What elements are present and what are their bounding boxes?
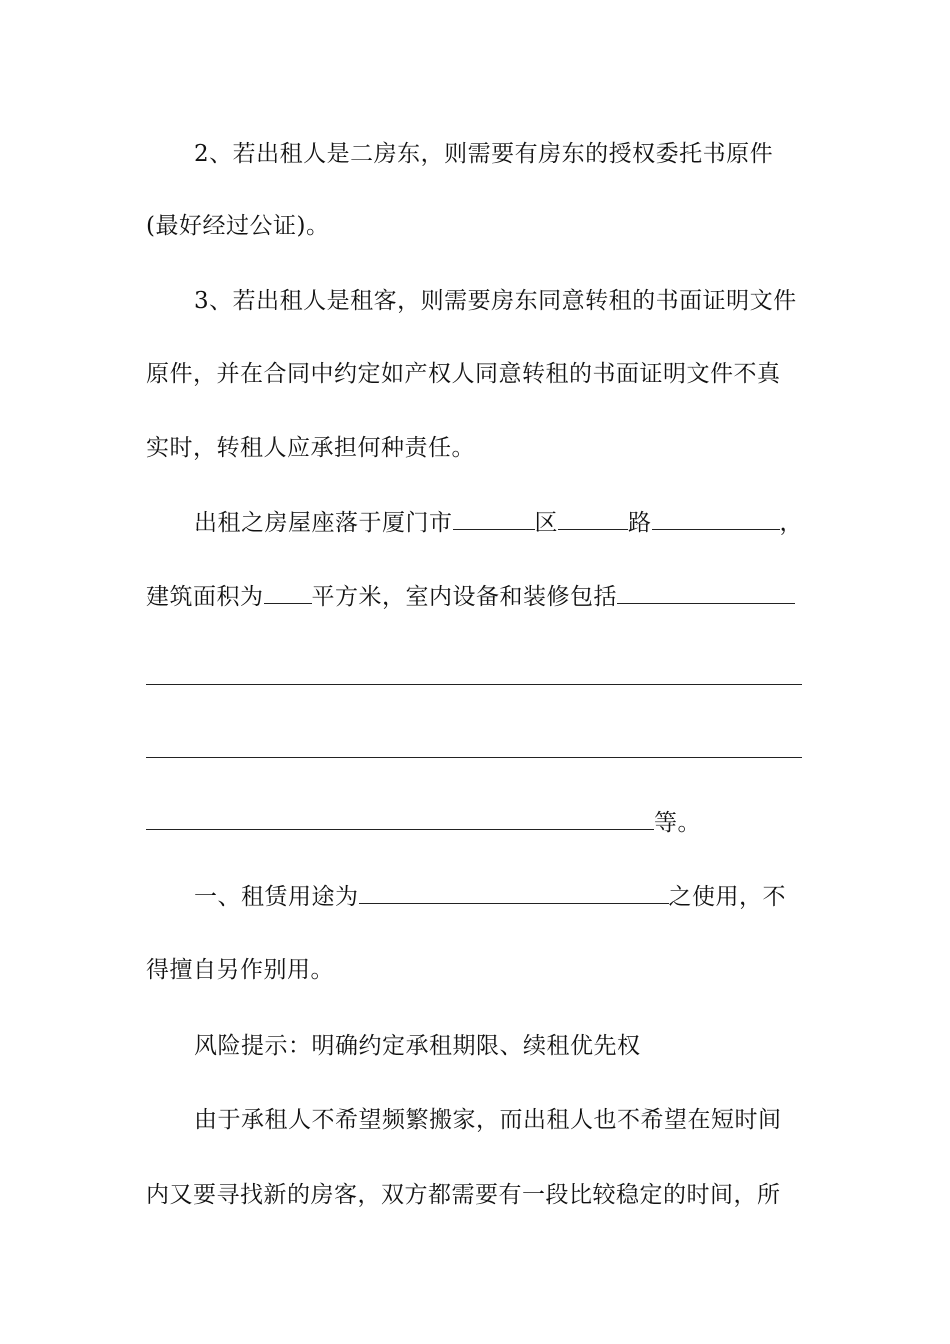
- facilities-blank-line-3: [146, 809, 654, 830]
- facilities-blank-line-2: [146, 757, 802, 758]
- paragraph-property-location-line1: [194, 508, 806, 538]
- paragraph-tenant-sublet-line3: 实时，转租人应承担何种责任。: [146, 435, 475, 461]
- paragraph-usage-line2: 得擅自另作别用。: [146, 957, 334, 983]
- paragraph-risk-note: 风险提示：明确约定承租期限、续租优先权: [194, 1033, 641, 1059]
- facilities-blank: [617, 583, 795, 604]
- usage-blank: [359, 883, 669, 904]
- paragraph-tenant-sublet-line1: 3、若出租人是租客，则需要房东同意转租的书面证明文件: [194, 288, 797, 314]
- area-text-facilities: 平方米，室内设备和装修包括: [311, 584, 617, 610]
- paragraph-property-area-line2: [146, 582, 806, 612]
- paragraph-facilities-end: [146, 808, 806, 838]
- location-text-road: 路: [628, 510, 652, 536]
- usage-text-label: 一、租赁用途为: [194, 884, 359, 910]
- paragraph-landlord-sublet-line2: (最好经过公证)。: [146, 213, 330, 239]
- address-blank: [652, 509, 780, 530]
- location-text-comma: ，: [779, 510, 803, 536]
- district-blank: [453, 509, 535, 530]
- paragraph-usage-line1: [194, 882, 806, 912]
- paragraph-tenant-sublet-line2: 原件，并在合同中约定如产权人同意转租的书面证明文件不真: [146, 361, 781, 387]
- paragraph-landlord-sublet-line1: 2、若出租人是二房东，则需要有房东的授权委托书原件: [194, 141, 774, 167]
- facilities-blank-line-1: [146, 684, 802, 685]
- road-blank: [558, 509, 628, 530]
- usage-text-after: 之使用，不: [668, 884, 786, 910]
- location-text-city: 出租之房屋座落于厦门市: [194, 510, 453, 536]
- location-text-district: 区: [534, 510, 558, 536]
- paragraph-term-line2: 内又要寻找新的房客，双方都需要有一段比较稳定的时间，所: [146, 1182, 781, 1208]
- area-blank: [264, 583, 312, 604]
- paragraph-term-line1: 由于承租人不希望频繁搬家，而出租人也不希望在短时间: [194, 1107, 782, 1133]
- area-text-label: 建筑面积为: [146, 584, 264, 610]
- facilities-end-text: 等。: [654, 810, 701, 836]
